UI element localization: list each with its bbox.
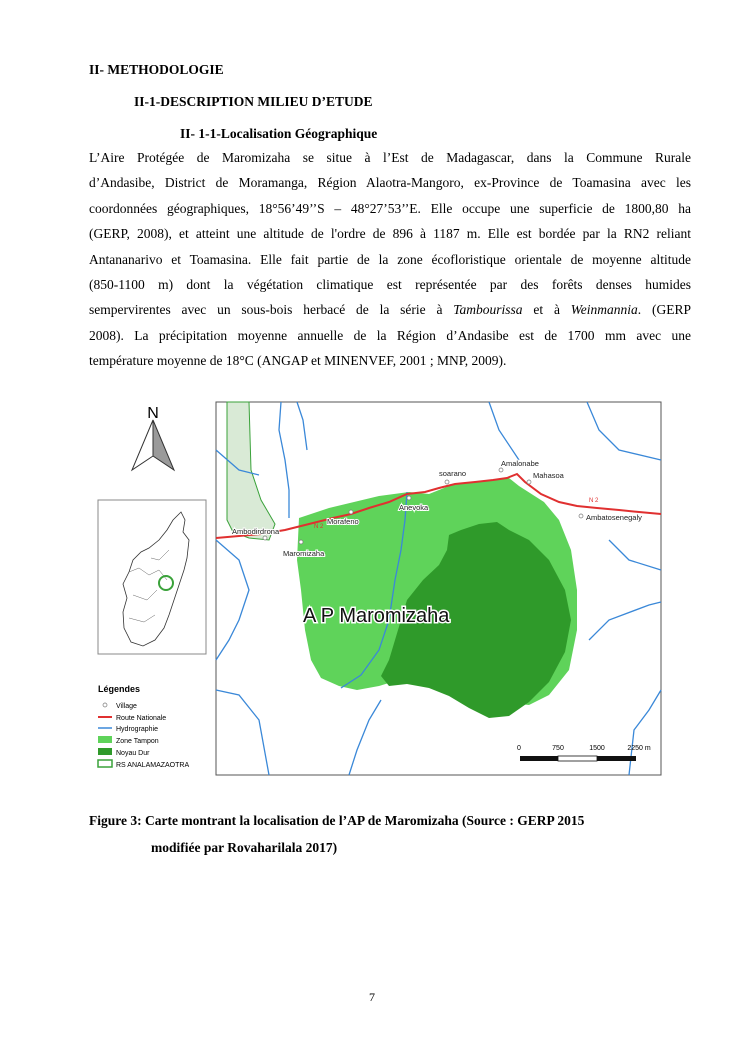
legend-core-symbol xyxy=(98,748,112,755)
north-arrow-icon xyxy=(132,420,174,470)
genus-tambourissa: Tambourissa xyxy=(453,302,523,318)
village-label: Mahasoa xyxy=(533,471,564,480)
line-segment: et à xyxy=(522,302,571,318)
road-label: N 2 xyxy=(589,498,599,504)
legend-title: Légendes xyxy=(98,684,141,694)
heading-methodologie: II- METHODOLOGIE xyxy=(89,62,224,77)
paragraph-line: L’Aire Protégée de Maromizaha se situe à l’Est de Madagascar, dans la Commune Rurale xyxy=(89,150,691,165)
scale-tick-label: 2250 m xyxy=(627,745,651,752)
page-number: 7 xyxy=(369,990,375,1004)
north-label: N xyxy=(147,405,159,422)
village-label: Ambodirdrona xyxy=(232,527,280,536)
village-label: Anevoka xyxy=(399,503,429,512)
location-map xyxy=(89,390,673,784)
village-label: Maromizaha xyxy=(283,549,325,558)
line-segment: . (GERP xyxy=(637,302,691,318)
paragraph-line: d’Andasibe, District de Moramanga, Région Alaotra-Mangoro, ex-Province de Toamasina avec les xyxy=(89,175,691,191)
figure-caption xyxy=(89,807,584,861)
legend-item: Village xyxy=(116,703,137,710)
road-label: N 2 xyxy=(314,524,324,530)
legend-buffer-symbol xyxy=(98,736,112,743)
paragraph-line: coordonnées géographiques, 18°56’49’’S – 48°27’53’’E. Elle occupe une superficie de 1800,80 ha xyxy=(89,200,691,216)
map-title: A P Maromizaha xyxy=(303,605,450,627)
legend-village-symbol xyxy=(103,703,107,707)
paragraph-line: (850-1100 m) dont la végétation climatique est représentée par des forêts denses humides xyxy=(89,277,691,293)
paragraph-line: température moyenne de 18°C (ANGAP et MINENVEF, 2001 ; MNP, 2009). xyxy=(89,353,507,369)
scale-tick-label: 1500 xyxy=(589,745,605,752)
scale-tick-label: 0 xyxy=(517,745,521,752)
heading-localisation: II- 1-1-Localisation Géographique xyxy=(180,126,378,141)
paragraph-line: Antananarivo et Toamasina. Elle fait partie de la zone écofloristique orientale de moyenne altitude xyxy=(89,251,691,267)
legend-item: Hydrographie xyxy=(116,726,159,733)
paragraph-line: (GERP, 2008), et atteint une altitude de l'ordre de 896 à 1187 m. Elle est bordée par la RN2 reliant xyxy=(89,226,691,242)
village-label: soarano xyxy=(439,469,467,478)
body-paragraph xyxy=(89,145,691,374)
main-map xyxy=(216,402,661,775)
legend-item: Noyau Dur xyxy=(116,750,150,757)
heading-description: II-1-DESCRIPTION MILIEU D’ETUDE xyxy=(134,94,373,109)
scale-tick-label: 750 xyxy=(552,745,564,752)
village-label: Morafeno xyxy=(327,517,359,526)
caption-line: modifiée par Rovaharilala 2017) xyxy=(151,840,338,855)
paragraph-line: 2008). La précipitation moyenne annuelle de la Région d’Andasibe est de 1700 mm avec une xyxy=(89,327,691,343)
caption-line: Figure 3: Carte montrant la localisation de l’AP de Maromizaha (Source : GERP 2015 xyxy=(89,813,585,828)
genus-weinmannia: Weinmannia xyxy=(570,302,638,318)
legend-item: Zone Tampon xyxy=(116,738,159,745)
map-legend xyxy=(98,684,189,769)
village-label: Ambatosenegaly xyxy=(586,513,642,522)
legend-reserve-symbol xyxy=(98,760,112,767)
legend-item: Route Nationale xyxy=(116,715,167,722)
line-segment: sempervirentes avec un sous-bois herbacé de la série à xyxy=(89,302,454,318)
village-label: Amalonabe xyxy=(501,459,539,468)
paragraph-line xyxy=(89,297,691,322)
legend-item: RS ANALAMAZAOTRA xyxy=(116,762,190,769)
